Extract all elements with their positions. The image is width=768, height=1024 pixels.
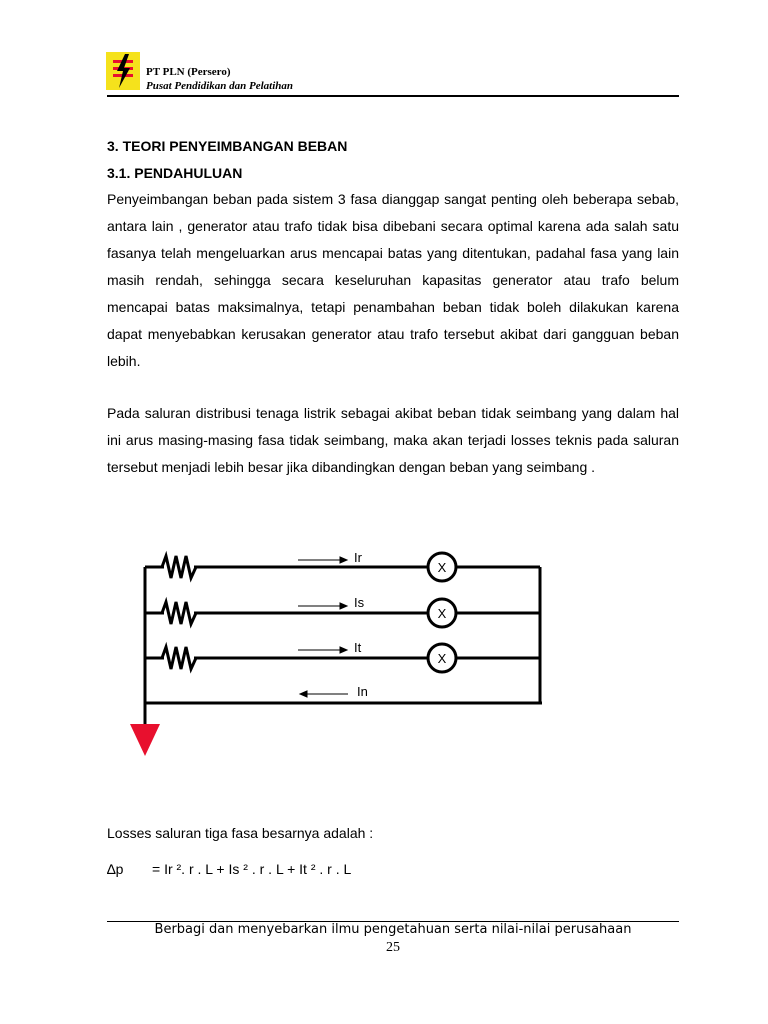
header-unit: Pusat Pendidikan dan Pelatihan [146,80,293,92]
current-is-label: Is [354,595,365,610]
current-in-label: In [357,684,368,699]
ground-icon [130,724,160,756]
header-rule [107,95,679,97]
losses-intro: Losses saluran tiga fasa besarnya adalah : [107,825,374,841]
three-phase-circuit-diagram [0,540,768,770]
pln-lightning-logo-icon [106,52,140,90]
header-company: PT PLN (Persero) [146,66,231,78]
current-ir-label: Ir [354,550,362,565]
current-it-label: It [354,640,362,655]
paragraph-1: Penyeimbangan beban pada sistem 3 fasa dianggap sangat penting oleh beberapa sebab, antara lain , generator atau trafo tidak bisa dibebani secara optimal karena ada salah satu fasanya telah mengeluarkan arus mencapai batas yang ditentukan, padahal fasa yang lain masih rendah, sehingga secara keseluruhan kapasitas generator atau trafo belum mencapai batas maksimalnya, tetapi penambahan beban tidak boleh dilakukan karena dapat menyebabkan kerusakan generator atau trafo tersebut akibat dari gangguan beban lebih. [107,191,679,369]
footer-tagline: Berbagi dan menyebarkan ilmu pengetahuan serta nilai-nilai perusahaan [154,922,632,937]
paragraph-2: Pada saluran distribusi tenaga listrik sebagai akibat beban tidak seimbang yang dalam hal ini arus masing-masing fasa tidak seimbang, maka akan terjadi losses teknis pada saluran tersebut menjadi lebih besar jika dibandingkan dengan beban yang seimbang . [107,405,679,475]
subsection-title: 3.1. PENDAHULUAN [107,165,243,181]
meter-r-label: X [437,560,447,575]
meter-t-label: X [437,651,447,666]
formula-rhs: = Ir ². r . L + Is ² . r . L + It ² . r . L [152,861,352,877]
meter-s-label: X [437,606,447,621]
formula-lhs: ∆p [107,861,124,877]
section-title: 3. TEORI PENYEIMBANGAN BEBAN [107,138,348,154]
page-number: 25 [386,940,400,955]
